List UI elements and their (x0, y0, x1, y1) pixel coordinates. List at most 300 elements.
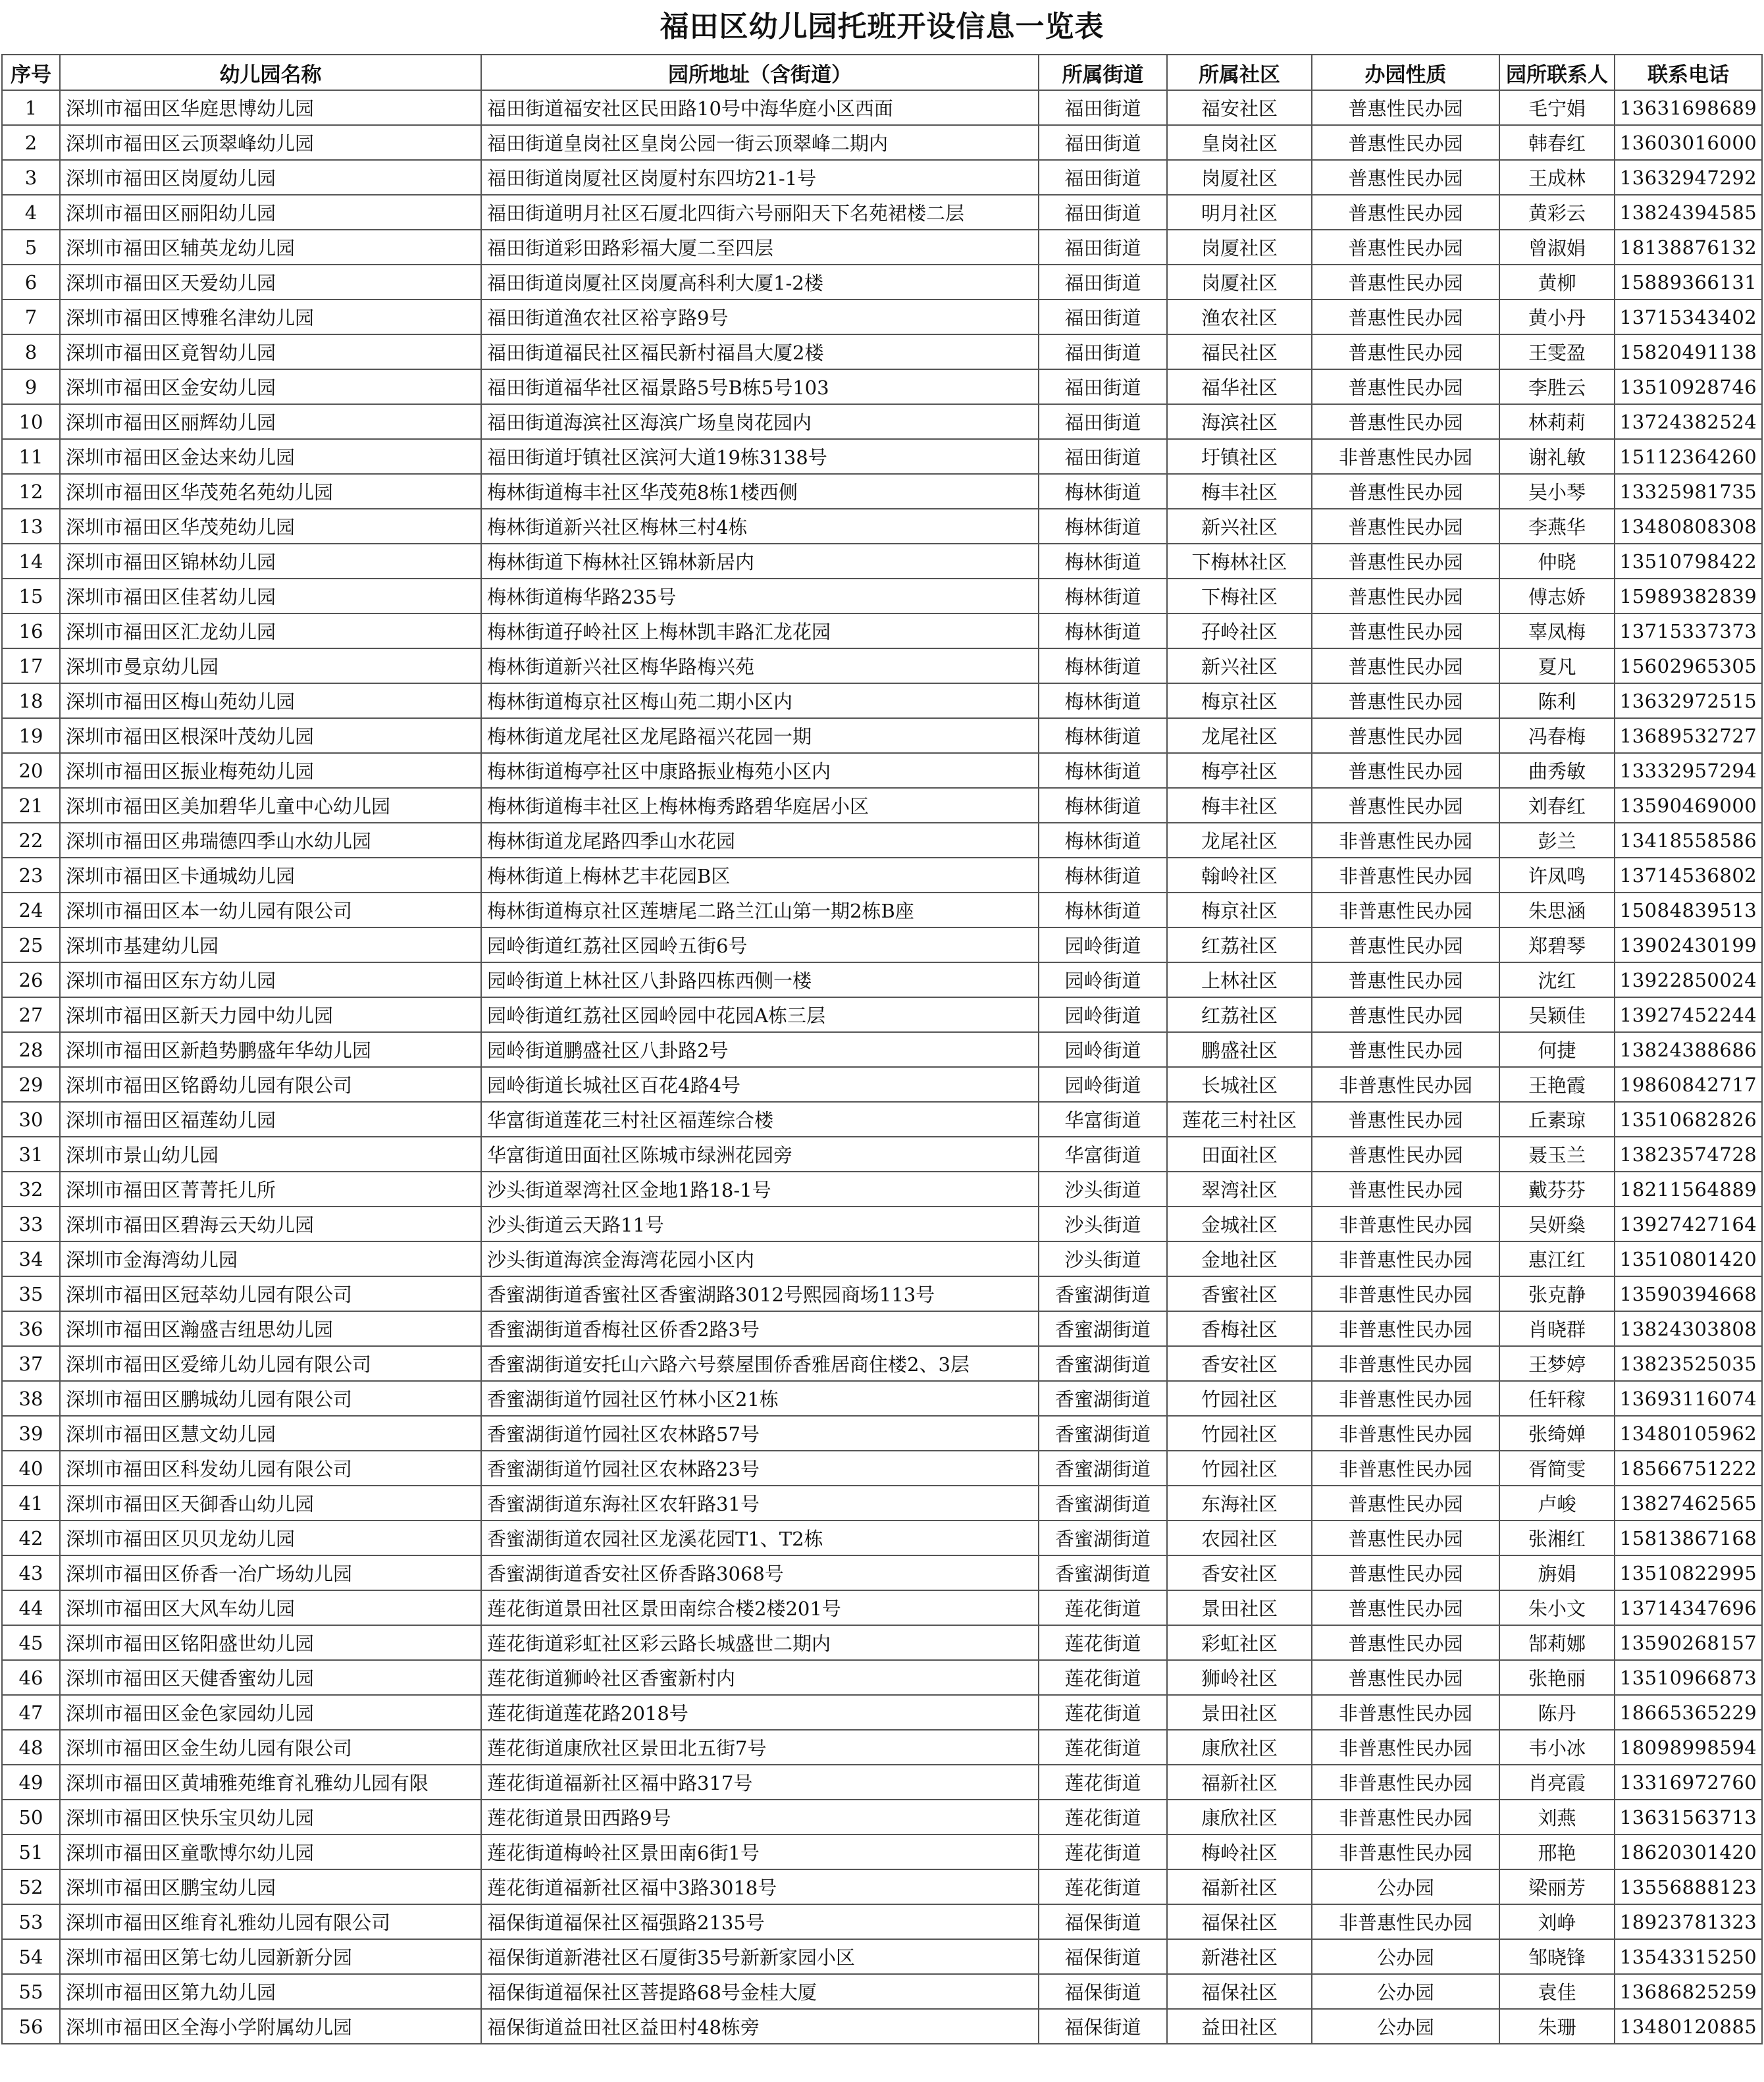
cell-community: 田面社区 (1167, 1137, 1312, 1172)
table-row (2, 997, 1762, 1032)
cell-address: 园岭街道上林社区八卦路四栋西侧一楼 (481, 962, 1039, 997)
cell-name: 深圳市福田区根深叶茂幼儿园 (60, 718, 481, 753)
cell-index: 48 (2, 1730, 60, 1765)
cell-community: 福保社区 (1167, 1974, 1312, 2009)
cell-nature: 普惠性民办园 (1312, 1486, 1499, 1521)
cell-address: 园岭街道鹏盛社区八卦路2号 (481, 1032, 1039, 1067)
cell-contact: 陈利 (1499, 683, 1615, 718)
cell-index: 41 (2, 1486, 60, 1521)
cell-name: 深圳市福田区维育礼雅幼儿园有限公司 (60, 1904, 481, 1939)
cell-index: 39 (2, 1416, 60, 1451)
cell-name: 深圳市福田区第九幼儿园 (60, 1974, 481, 2009)
cell-street: 莲花街道 (1039, 1660, 1167, 1695)
cell-street: 梅林街道 (1039, 613, 1167, 648)
cell-address: 梅林街道下梅林社区锦林新居内 (481, 544, 1039, 579)
cell-address: 福保街道福保社区菩提路68号金桂大厦 (481, 1974, 1039, 2009)
cell-index: 49 (2, 1765, 60, 1800)
cell-contact: 梁丽芳 (1499, 1869, 1615, 1904)
cell-address: 香蜜湖街道农园社区龙溪花园T1、T2栋 (481, 1521, 1039, 1555)
cell-name: 深圳市福田区汇龙幼儿园 (60, 613, 481, 648)
cell-phone: 15112364260 (1615, 439, 1762, 474)
table-row (2, 1416, 1762, 1451)
cell-community: 新港社区 (1167, 1939, 1312, 1974)
cell-community: 梅岭社区 (1167, 1835, 1312, 1869)
cell-name: 深圳市福田区天爱幼儿园 (60, 265, 481, 299)
cell-street: 园岭街道 (1039, 1067, 1167, 1102)
cell-address: 香蜜湖街道竹园社区农林路57号 (481, 1416, 1039, 1451)
table-row (2, 1241, 1762, 1276)
cell-community: 竹园社区 (1167, 1416, 1312, 1451)
cell-address: 莲花街道福新社区福中路317号 (481, 1765, 1039, 1800)
cell-name: 深圳市福田区瀚盛吉纽思幼儿园 (60, 1311, 481, 1346)
table-row (2, 195, 1762, 230)
cell-name: 深圳市福田区天健香蜜幼儿园 (60, 1660, 481, 1695)
cell-address: 福保街道福保社区福强路2135号 (481, 1904, 1039, 1939)
table-row (2, 265, 1762, 299)
cell-address: 福田街道皇岗社区皇岗公园一街云顶翠峰二期内 (481, 125, 1039, 160)
cell-phone: 13827462565 (1615, 1486, 1762, 1521)
cell-nature: 普惠性民办园 (1312, 648, 1499, 683)
cell-address: 华富街道莲花三村社区福莲综合楼 (481, 1102, 1039, 1137)
cell-name: 深圳市福田区云顶翠峰幼儿园 (60, 125, 481, 160)
cell-phone: 18620301420 (1615, 1835, 1762, 1869)
cell-index: 2 (2, 125, 60, 160)
cell-contact: 袁佳 (1499, 1974, 1615, 2009)
cell-phone: 13590469000 (1615, 788, 1762, 823)
cell-phone: 13510682826 (1615, 1102, 1762, 1137)
cell-name: 深圳市曼京幼儿园 (60, 648, 481, 683)
cell-address: 福田街道渔农社区裕亨路9号 (481, 299, 1039, 334)
cell-nature: 普惠性民办园 (1312, 1102, 1499, 1137)
cell-community: 上林社区 (1167, 962, 1312, 997)
table-row (2, 1137, 1762, 1172)
cell-address: 香蜜湖街道香梅社区侨香2路3号 (481, 1311, 1039, 1346)
cell-contact: 吴小琴 (1499, 474, 1615, 509)
cell-phone: 18665365229 (1615, 1695, 1762, 1730)
cell-phone: 13480808308 (1615, 509, 1762, 544)
cell-address: 沙头街道翠湾社区金地1路18-1号 (481, 1172, 1039, 1207)
cell-phone: 13332957294 (1615, 753, 1762, 788)
cell-name: 深圳市福田区第七幼儿园新新分园 (60, 1939, 481, 1974)
header-index: 序号 (2, 55, 60, 90)
cell-community: 莲花三村社区 (1167, 1102, 1312, 1137)
header-community: 所属社区 (1167, 55, 1312, 90)
table-row (2, 613, 1762, 648)
cell-community: 康欣社区 (1167, 1800, 1312, 1835)
cell-phone: 13325981735 (1615, 474, 1762, 509)
cell-name: 深圳市福田区童歌博尔幼儿园 (60, 1835, 481, 1869)
cell-community: 红荔社区 (1167, 927, 1312, 962)
table-row (2, 404, 1762, 439)
cell-contact: 黄小丹 (1499, 299, 1615, 334)
cell-phone: 18923781323 (1615, 1904, 1762, 1939)
cell-street: 梅林街道 (1039, 858, 1167, 893)
cell-community: 益田社区 (1167, 2009, 1312, 2044)
cell-community: 梅京社区 (1167, 893, 1312, 927)
table-row (2, 1869, 1762, 1904)
cell-phone: 15989382839 (1615, 579, 1762, 613)
cell-index: 12 (2, 474, 60, 509)
cell-street: 福田街道 (1039, 125, 1167, 160)
cell-street: 福保街道 (1039, 1904, 1167, 1939)
cell-contact: 刘燕 (1499, 1800, 1615, 1835)
cell-contact: 辜凤梅 (1499, 613, 1615, 648)
cell-index: 6 (2, 265, 60, 299)
cell-phone: 13724382524 (1615, 404, 1762, 439)
cell-name: 深圳市福田区贝贝龙幼儿园 (60, 1521, 481, 1555)
cell-street: 莲花街道 (1039, 1590, 1167, 1625)
cell-phone: 13510798422 (1615, 544, 1762, 579)
cell-contact: 戴芬芬 (1499, 1172, 1615, 1207)
cell-address: 莲花街道康欣社区景田北五街7号 (481, 1730, 1039, 1765)
cell-contact: 彭兰 (1499, 823, 1615, 858)
cell-nature: 非普惠性民办园 (1312, 1207, 1499, 1241)
header-nature: 办园性质 (1312, 55, 1499, 90)
cell-name: 深圳市福田区菁菁托儿所 (60, 1172, 481, 1207)
table-row (2, 1311, 1762, 1346)
cell-street: 莲花街道 (1039, 1765, 1167, 1800)
cell-contact: 夏凡 (1499, 648, 1615, 683)
cell-nature: 公办园 (1312, 1939, 1499, 1974)
cell-phone: 13316972760 (1615, 1765, 1762, 1800)
cell-address: 梅林街道梅京社区莲塘尾二路兰江山第一期2栋B座 (481, 893, 1039, 927)
cell-nature: 普惠性民办园 (1312, 265, 1499, 299)
table-row (2, 1032, 1762, 1067)
cell-address: 梅林街道龙尾社区龙尾路福兴花园一期 (481, 718, 1039, 753)
cell-community: 金地社区 (1167, 1241, 1312, 1276)
cell-street: 沙头街道 (1039, 1207, 1167, 1241)
cell-name: 深圳市福田区东方幼儿园 (60, 962, 481, 997)
table-row (2, 230, 1762, 265)
cell-index: 24 (2, 893, 60, 927)
cell-street: 梅林街道 (1039, 544, 1167, 579)
cell-address: 梅林街道孖岭社区上梅林凯丰路汇龙花园 (481, 613, 1039, 648)
cell-contact: 朱珊 (1499, 2009, 1615, 2044)
cell-contact: 卢峻 (1499, 1486, 1615, 1521)
cell-name: 深圳市福田区竟智幼儿园 (60, 334, 481, 369)
cell-name: 深圳市福田区福莲幼儿园 (60, 1102, 481, 1137)
cell-nature: 普惠性民办园 (1312, 544, 1499, 579)
cell-address: 莲花街道彩虹社区彩云路长城盛世二期内 (481, 1625, 1039, 1660)
cell-name: 深圳市福田区美加碧华儿童中心幼儿园 (60, 788, 481, 823)
cell-street: 福田街道 (1039, 299, 1167, 334)
cell-address: 莲花街道莲花路2018号 (481, 1695, 1039, 1730)
cell-phone: 13510966873 (1615, 1660, 1762, 1695)
cell-phone: 13714347696 (1615, 1590, 1762, 1625)
cell-name: 深圳市福田区振业梅苑幼儿园 (60, 753, 481, 788)
cell-address: 福田街道福华社区福景路5号B栋5号103 (481, 369, 1039, 404)
cell-phone: 15602965305 (1615, 648, 1762, 683)
cell-index: 38 (2, 1381, 60, 1416)
cell-street: 梅林街道 (1039, 509, 1167, 544)
cell-community: 香蜜社区 (1167, 1276, 1312, 1311)
cell-nature: 普惠性民办园 (1312, 683, 1499, 718)
table-body (2, 90, 1762, 2044)
cell-street: 香蜜湖街道 (1039, 1486, 1167, 1521)
cell-contact: 张克静 (1499, 1276, 1615, 1311)
cell-address: 香蜜湖街道香蜜社区香蜜湖路3012号熙园商场113号 (481, 1276, 1039, 1311)
cell-street: 华富街道 (1039, 1102, 1167, 1137)
cell-street: 沙头街道 (1039, 1241, 1167, 1276)
cell-contact: 邹晓锋 (1499, 1939, 1615, 1974)
cell-phone: 13510822995 (1615, 1555, 1762, 1590)
cell-phone: 13824388686 (1615, 1032, 1762, 1067)
cell-nature: 非普惠性民办园 (1312, 1695, 1499, 1730)
cell-name: 深圳市福田区天御香山幼儿园 (60, 1486, 481, 1521)
cell-street: 香蜜湖街道 (1039, 1381, 1167, 1416)
cell-phone: 13543315250 (1615, 1939, 1762, 1974)
cell-street: 福保街道 (1039, 1939, 1167, 1974)
table-row (2, 893, 1762, 927)
cell-address: 华富街道田面社区陈城市绿洲花园旁 (481, 1137, 1039, 1172)
cell-street: 华富街道 (1039, 1137, 1167, 1172)
cell-index: 17 (2, 648, 60, 683)
cell-nature: 非普惠性民办园 (1312, 858, 1499, 893)
cell-phone: 18566751222 (1615, 1451, 1762, 1486)
cell-nature: 公办园 (1312, 1869, 1499, 1904)
cell-community: 彩虹社区 (1167, 1625, 1312, 1660)
cell-index: 32 (2, 1172, 60, 1207)
cell-nature: 普惠性民办园 (1312, 788, 1499, 823)
cell-community: 龙尾社区 (1167, 823, 1312, 858)
cell-street: 香蜜湖街道 (1039, 1346, 1167, 1381)
cell-address: 莲花街道景田社区景田南综合楼2楼201号 (481, 1590, 1039, 1625)
table-row (2, 439, 1762, 474)
table-row (2, 579, 1762, 613)
cell-phone: 13715337373 (1615, 613, 1762, 648)
cell-nature: 普惠性民办园 (1312, 230, 1499, 265)
cell-nature: 非普惠性民办园 (1312, 1346, 1499, 1381)
cell-community: 福民社区 (1167, 334, 1312, 369)
cell-address: 梅林街道上梅林艺丰花园B区 (481, 858, 1039, 893)
cell-name: 深圳市福田区快乐宝贝幼儿园 (60, 1800, 481, 1835)
cell-name: 深圳市福田区岗厦幼儿园 (60, 160, 481, 195)
table-row (2, 509, 1762, 544)
cell-index: 20 (2, 753, 60, 788)
cell-street: 香蜜湖街道 (1039, 1416, 1167, 1451)
cell-name: 深圳市福田区科发幼儿园有限公司 (60, 1451, 481, 1486)
cell-name: 深圳市福田区卡通城幼儿园 (60, 858, 481, 893)
cell-contact: 毛宁娟 (1499, 90, 1615, 125)
cell-contact: 朱小文 (1499, 1590, 1615, 1625)
cell-contact: 胥简雯 (1499, 1451, 1615, 1486)
cell-contact: 丘素琼 (1499, 1102, 1615, 1137)
table-row (2, 648, 1762, 683)
table-row (2, 1695, 1762, 1730)
cell-street: 梅林街道 (1039, 893, 1167, 927)
table-row (2, 544, 1762, 579)
cell-index: 46 (2, 1660, 60, 1695)
cell-contact: 张湘红 (1499, 1521, 1615, 1555)
table-row (2, 1451, 1762, 1486)
cell-address: 梅林街道梅亭社区中康路振业梅苑小区内 (481, 753, 1039, 788)
table-row (2, 125, 1762, 160)
table-row (2, 1939, 1762, 1974)
cell-contact: 韩春红 (1499, 125, 1615, 160)
cell-community: 香安社区 (1167, 1555, 1312, 1590)
cell-street: 福田街道 (1039, 404, 1167, 439)
cell-name: 深圳市福田区鹏城幼儿园有限公司 (60, 1381, 481, 1416)
cell-community: 香安社区 (1167, 1346, 1312, 1381)
cell-name: 深圳市福田区博雅名津幼儿园 (60, 299, 481, 334)
cell-community: 景田社区 (1167, 1590, 1312, 1625)
header-street: 所属街道 (1039, 55, 1167, 90)
cell-contact: 任轩稼 (1499, 1381, 1615, 1416)
cell-phone: 15820491138 (1615, 334, 1762, 369)
cell-address: 香蜜湖街道香安社区侨香路3068号 (481, 1555, 1039, 1590)
cell-index: 40 (2, 1451, 60, 1486)
cell-community: 下梅林社区 (1167, 544, 1312, 579)
cell-address: 梅林街道新兴社区梅林三村4栋 (481, 509, 1039, 544)
cell-index: 45 (2, 1625, 60, 1660)
cell-index: 26 (2, 962, 60, 997)
cell-phone: 13689532727 (1615, 718, 1762, 753)
cell-index: 25 (2, 927, 60, 962)
cell-contact: 冯春梅 (1499, 718, 1615, 753)
cell-street: 福田街道 (1039, 90, 1167, 125)
cell-phone: 13603016000 (1615, 125, 1762, 160)
cell-address: 福田街道明月社区石厦北四街六号丽阳天下名苑裙楼二层 (481, 195, 1039, 230)
cell-phone: 13824303808 (1615, 1311, 1762, 1346)
cell-index: 42 (2, 1521, 60, 1555)
cell-name: 深圳市福田区新天力园中幼儿园 (60, 997, 481, 1032)
cell-nature: 非普惠性民办园 (1312, 1416, 1499, 1451)
cell-name: 深圳市福田区金生幼儿园有限公司 (60, 1730, 481, 1765)
cell-contact: 黄彩云 (1499, 195, 1615, 230)
cell-nature: 普惠性民办园 (1312, 1590, 1499, 1625)
cell-nature: 非普惠性民办园 (1312, 893, 1499, 927)
cell-name: 深圳市福田区丽阳幼儿园 (60, 195, 481, 230)
cell-name: 深圳市福田区铭阳盛世幼儿园 (60, 1625, 481, 1660)
cell-community: 鹏盛社区 (1167, 1032, 1312, 1067)
cell-nature: 非普惠性民办园 (1312, 1311, 1499, 1346)
cell-address: 福田街道岗厦社区岗厦村东四坊21-1号 (481, 160, 1039, 195)
cell-name: 深圳市福田区全海小学附属幼儿园 (60, 2009, 481, 2044)
cell-name: 深圳市福田区大风车幼儿园 (60, 1590, 481, 1625)
cell-contact: 朱思涵 (1499, 893, 1615, 927)
table-row (2, 1625, 1762, 1660)
cell-community: 明月社区 (1167, 195, 1312, 230)
cell-name: 深圳市福田区金达来幼儿园 (60, 439, 481, 474)
cell-address: 梅林街道新兴社区梅华路梅兴苑 (481, 648, 1039, 683)
cell-index: 36 (2, 1311, 60, 1346)
table-row (2, 858, 1762, 893)
cell-community: 梅亭社区 (1167, 753, 1312, 788)
table-row (2, 1172, 1762, 1207)
cell-street: 福田街道 (1039, 265, 1167, 299)
cell-street: 园岭街道 (1039, 927, 1167, 962)
cell-community: 龙尾社区 (1167, 718, 1312, 753)
cell-nature: 普惠性民办园 (1312, 90, 1499, 125)
cell-phone: 13902430199 (1615, 927, 1762, 962)
cell-street: 莲花街道 (1039, 1730, 1167, 1765)
cell-index: 51 (2, 1835, 60, 1869)
table-row (2, 1730, 1762, 1765)
cell-community: 农园社区 (1167, 1521, 1312, 1555)
cell-nature: 普惠性民办园 (1312, 997, 1499, 1032)
table-row (2, 1590, 1762, 1625)
cell-street: 福保街道 (1039, 2009, 1167, 2044)
cell-nature: 非普惠性民办园 (1312, 823, 1499, 858)
cell-street: 梅林街道 (1039, 753, 1167, 788)
cell-community: 金城社区 (1167, 1207, 1312, 1241)
cell-index: 1 (2, 90, 60, 125)
cell-street: 莲花街道 (1039, 1869, 1167, 1904)
table-row (2, 1102, 1762, 1137)
cell-nature: 普惠性民办园 (1312, 1032, 1499, 1067)
cell-phone: 13823574728 (1615, 1137, 1762, 1172)
cell-nature: 公办园 (1312, 2009, 1499, 2044)
cell-phone: 15084839513 (1615, 893, 1762, 927)
cell-name: 深圳市福田区佳茗幼儿园 (60, 579, 481, 613)
cell-address: 福田街道彩田路彩福大厦二至四层 (481, 230, 1039, 265)
cell-community: 梅京社区 (1167, 683, 1312, 718)
cell-address: 园岭街道红荔社区园岭五街6号 (481, 927, 1039, 962)
cell-contact: 张艳丽 (1499, 1660, 1615, 1695)
cell-street: 莲花街道 (1039, 1625, 1167, 1660)
cell-contact: 林莉莉 (1499, 404, 1615, 439)
cell-name: 深圳市福田区金安幼儿园 (60, 369, 481, 404)
table-row (2, 474, 1762, 509)
cell-index: 23 (2, 858, 60, 893)
cell-index: 31 (2, 1137, 60, 1172)
cell-phone: 13631563713 (1615, 1800, 1762, 1835)
cell-nature: 普惠性民办园 (1312, 509, 1499, 544)
cell-address: 沙头街道海滨金海湾花园小区内 (481, 1241, 1039, 1276)
cell-community: 皇岗社区 (1167, 125, 1312, 160)
cell-community: 翰岭社区 (1167, 858, 1312, 893)
cell-name: 深圳市福田区爱缔儿幼儿园有限公司 (60, 1346, 481, 1381)
cell-name: 深圳市福田区铭爵幼儿园有限公司 (60, 1067, 481, 1102)
cell-contact: 何捷 (1499, 1032, 1615, 1067)
cell-index: 7 (2, 299, 60, 334)
table-row (2, 1521, 1762, 1555)
cell-phone: 13480120885 (1615, 2009, 1762, 2044)
table-row (2, 2009, 1762, 2044)
cell-index: 56 (2, 2009, 60, 2044)
cell-nature: 非普惠性民办园 (1312, 1765, 1499, 1800)
cell-contact: 刘峥 (1499, 1904, 1615, 1939)
cell-nature: 普惠性民办园 (1312, 1172, 1499, 1207)
cell-nature: 普惠性民办园 (1312, 160, 1499, 195)
table-row (2, 1381, 1762, 1416)
table-row (2, 1974, 1762, 2009)
cell-name: 深圳市福田区黄埔雅苑维育礼雅幼儿园有限 (60, 1765, 481, 1800)
cell-index: 27 (2, 997, 60, 1032)
cell-contact: 许凤鸣 (1499, 858, 1615, 893)
cell-community: 福新社区 (1167, 1869, 1312, 1904)
cell-contact: 郑碧琴 (1499, 927, 1615, 962)
cell-street: 梅林街道 (1039, 579, 1167, 613)
cell-nature: 普惠性民办园 (1312, 718, 1499, 753)
cell-name: 深圳市福田区新趋势鹏盛年华幼儿园 (60, 1032, 481, 1067)
cell-street: 福田街道 (1039, 195, 1167, 230)
cell-address: 福田街道福民社区福民新村福昌大厦2楼 (481, 334, 1039, 369)
cell-name: 深圳市福田区冠萃幼儿园有限公司 (60, 1276, 481, 1311)
cell-phone: 19860842717 (1615, 1067, 1762, 1102)
table-row (2, 927, 1762, 962)
table-row (2, 299, 1762, 334)
cell-nature: 普惠性民办园 (1312, 613, 1499, 648)
cell-phone: 13556888123 (1615, 1869, 1762, 1904)
cell-street: 福田街道 (1039, 160, 1167, 195)
cell-street: 福保街道 (1039, 1974, 1167, 2009)
cell-index: 34 (2, 1241, 60, 1276)
cell-nature: 普惠性民办园 (1312, 753, 1499, 788)
table-row (2, 1660, 1762, 1695)
cell-index: 54 (2, 1939, 60, 1974)
cell-index: 5 (2, 230, 60, 265)
